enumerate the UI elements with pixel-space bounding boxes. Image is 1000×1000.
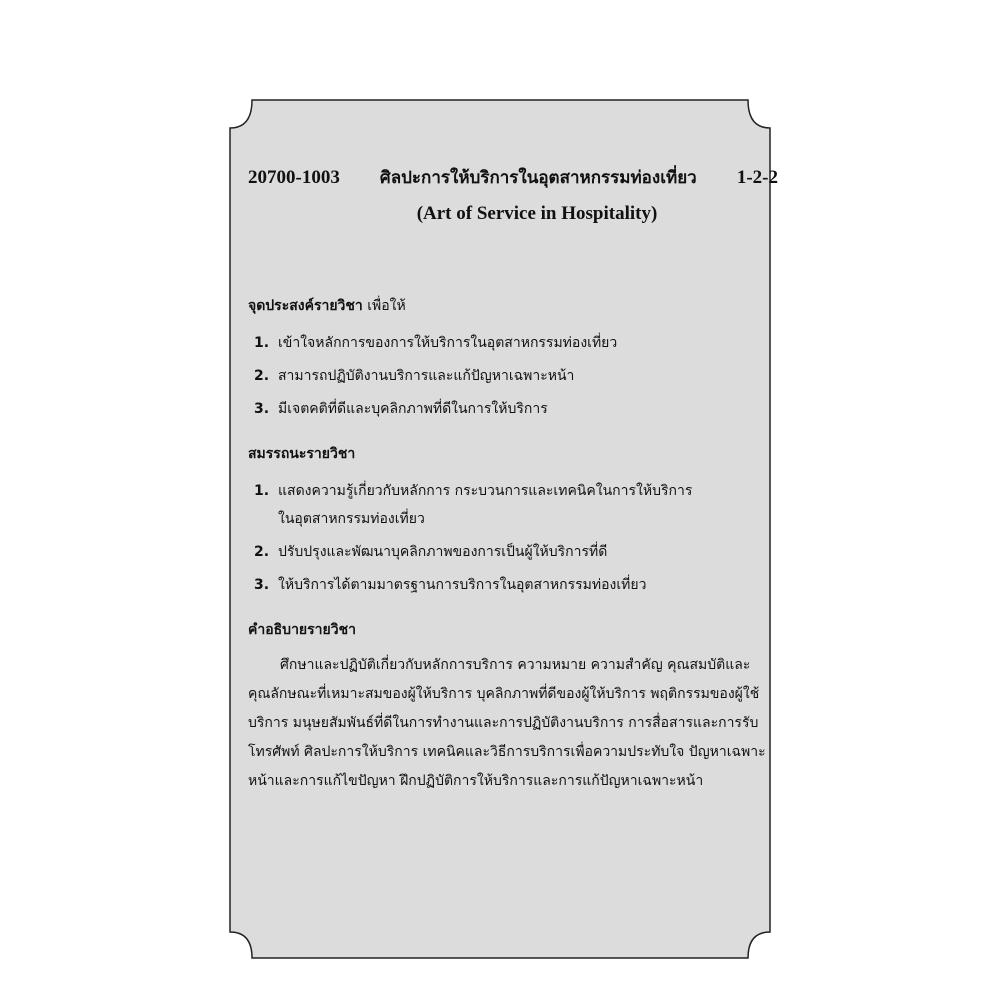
course-content	[248, 158, 778, 796]
objectives-heading	[248, 295, 778, 317]
list-text: มีเจตคติที่ดีและบุคลิกภาพที่ดีในการให้บริการ	[278, 401, 548, 417]
list-item	[248, 362, 778, 390]
list-number: 2.	[254, 544, 270, 560]
description-paragraph	[248, 651, 778, 796]
list-item	[248, 329, 778, 357]
course-title-english: (Art of Service in Hospitality)	[416, 203, 658, 224]
list-text: สามารถปฏิบัติงานบริการและแก้ปัญหาเฉพาะหน้า	[278, 368, 575, 384]
list-item	[248, 477, 778, 533]
course-code: 20700-1003	[248, 167, 340, 188]
description-line: ศึกษาและปฏิบัติเกี่ยวกับหลักการบริการ ความหมาย ความสำคัญ คุณสมบัติและ	[280, 657, 751, 673]
list-number: 1.	[254, 483, 270, 499]
course-title-thai: ศิลปะการให้บริการในอุตสาหกรรมท่องเที่ยว	[379, 168, 697, 188]
competencies-list	[248, 477, 778, 599]
list-text-line: ในอุตสาหกรรมท่องเที่ยว	[278, 511, 425, 527]
competencies-heading-label: สมรรถนะรายวิชา	[248, 446, 356, 462]
competencies-heading	[248, 443, 778, 465]
description-line: คุณลักษณะที่เหมาะสมของผู้ให้บริการ บุคลิกภาพที่ดีของผู้ให้บริการ พฤติกรรมของผู้ใช้	[248, 686, 760, 702]
description-line: หน้าและการแก้ไขปัญหา ฝึกปฏิบัติการให้บริการและการแก้ปัญหาเฉพาะหน้า	[248, 773, 704, 789]
list-item	[248, 395, 778, 423]
list-text: ปรับปรุงและพัฒนาบุคลิกภาพของการเป็นผู้ให้บริการที่ดี	[278, 544, 608, 560]
objectives-heading-label: จุดประสงค์รายวิชา	[248, 298, 363, 314]
list-number: 1.	[254, 335, 270, 351]
list-number: 3.	[254, 401, 270, 417]
description-line: บริการ มนุษยสัมพันธ์ที่ดีในการทำงานและการปฏิบัติงานบริการ การสื่อสารและการรับ	[248, 715, 759, 731]
list-text	[278, 477, 778, 533]
list-text-line: แสดงความรู้เกี่ยวกับหลักการ กระบวนการและเทคนิคในการให้บริการ	[278, 483, 693, 499]
list-text: เข้าใจหลักการของการให้บริการในอุตสาหกรรมท่องเที่ยว	[278, 335, 618, 351]
description-heading-label: คำอธิบายรายวิชา	[248, 622, 356, 638]
list-item	[248, 571, 778, 599]
description-line: โทรศัพท์ ศิลปะการให้บริการ เทคนิคและวิธีการบริการเพื่อความประทับใจ ปัญหาเฉพาะ	[248, 744, 766, 760]
list-number: 3.	[254, 577, 270, 593]
objectives-heading-suffix: เพื่อให้	[367, 298, 406, 314]
list-number: 2.	[254, 368, 270, 384]
description-heading	[248, 619, 778, 641]
list-item	[248, 538, 778, 566]
course-credits: 1-2-2	[736, 167, 778, 188]
objectives-list	[248, 329, 778, 423]
list-text: ให้บริการได้ตามมาตรฐานการบริการในอุตสาหกรรมท่องเที่ยว	[278, 577, 647, 593]
course-header	[248, 164, 778, 191]
